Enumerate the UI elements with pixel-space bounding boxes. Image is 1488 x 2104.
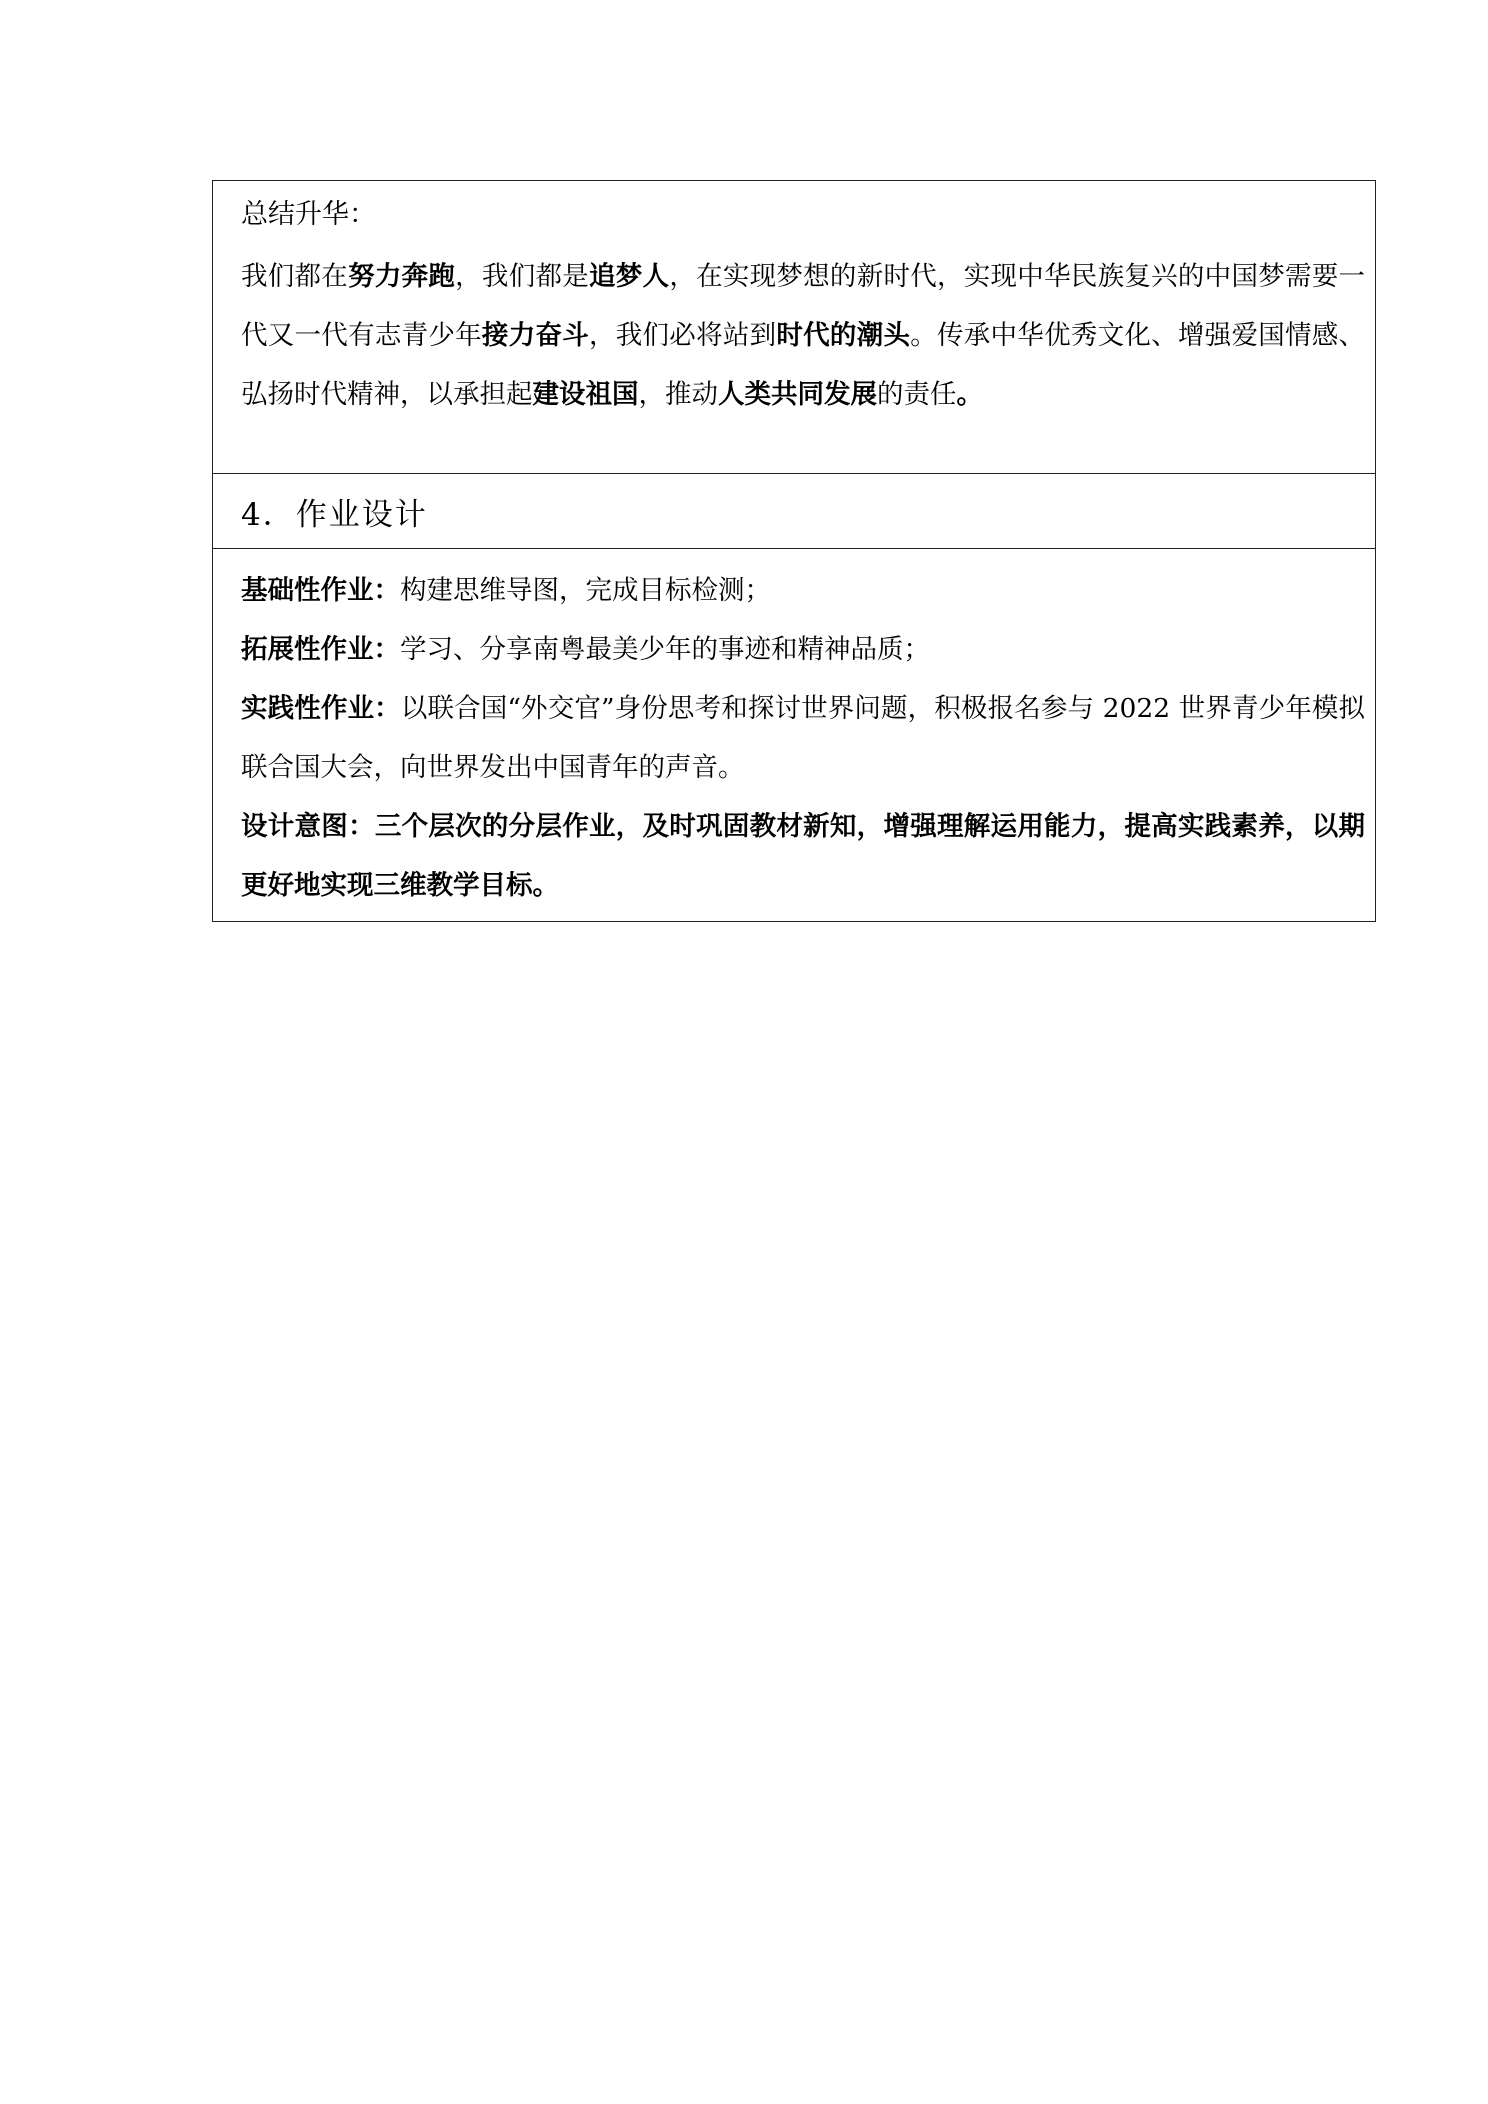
basic-homework-text: 构建思维导图，完成目标检测； [400,575,771,606]
summary-text: ，在实现梦想的新时代，实现中华民族复兴的中国梦需要一代又一代有志青少年 [241,261,1366,351]
summary-cell [213,181,1375,473]
summary-text: 。传承中华优秀文化、增强爱国情感、弘扬时代精神，以承担起 [241,320,1366,410]
summary-text: 的责任 [877,379,957,410]
design-intent: 设计意图：三个层次的分层作业，及时巩固教材新知，增强理解运用能力，提高实践素养，以期更好地实现三维教学目标。 [241,811,1365,901]
basic-homework [241,561,1365,620]
basic-homework-label: 基础性作业： [241,575,400,606]
section-title: 4．作业设计 [241,496,428,533]
summary-emphasis: 建设祖国 [532,379,639,410]
practice-homework [241,679,1365,797]
summary-emphasis: 努力奔跑 [348,261,456,292]
extended-homework-label: 拓展性作业： [241,634,400,665]
summary-text: ，我们都是 [455,261,589,292]
practice-homework-label: 实践性作业： [241,693,401,724]
summary-emphasis: 接力奋斗 [481,320,589,351]
homework-cell [213,548,1375,921]
practice-homework-text: 以联合国“外交官”身份思考和探讨世界问题，积极报名参与 2022 世界青少年模拟联合国大会，向世界发出中国青年的声音。 [241,693,1365,783]
summary-emphasis: 追梦人 [589,261,670,292]
summary-emphasis: 。 [956,379,983,410]
summary-heading: 总结升华： [241,199,376,230]
lesson-plan-table [212,180,1376,922]
summary-paragraph [241,247,1365,424]
summary-emphasis: 时代的潮头 [776,320,911,351]
summary-emphasis: 人类共同发展 [718,379,877,410]
extended-homework-text: 学习、分享南粤最美少年的事迹和精神品质； [400,634,930,665]
summary-text: ，我们必将站到 [589,320,777,351]
section-header-cell [213,473,1375,548]
summary-text: 我们都在 [241,261,349,292]
summary-text: ，推动 [638,379,718,410]
extended-homework [241,620,1365,679]
